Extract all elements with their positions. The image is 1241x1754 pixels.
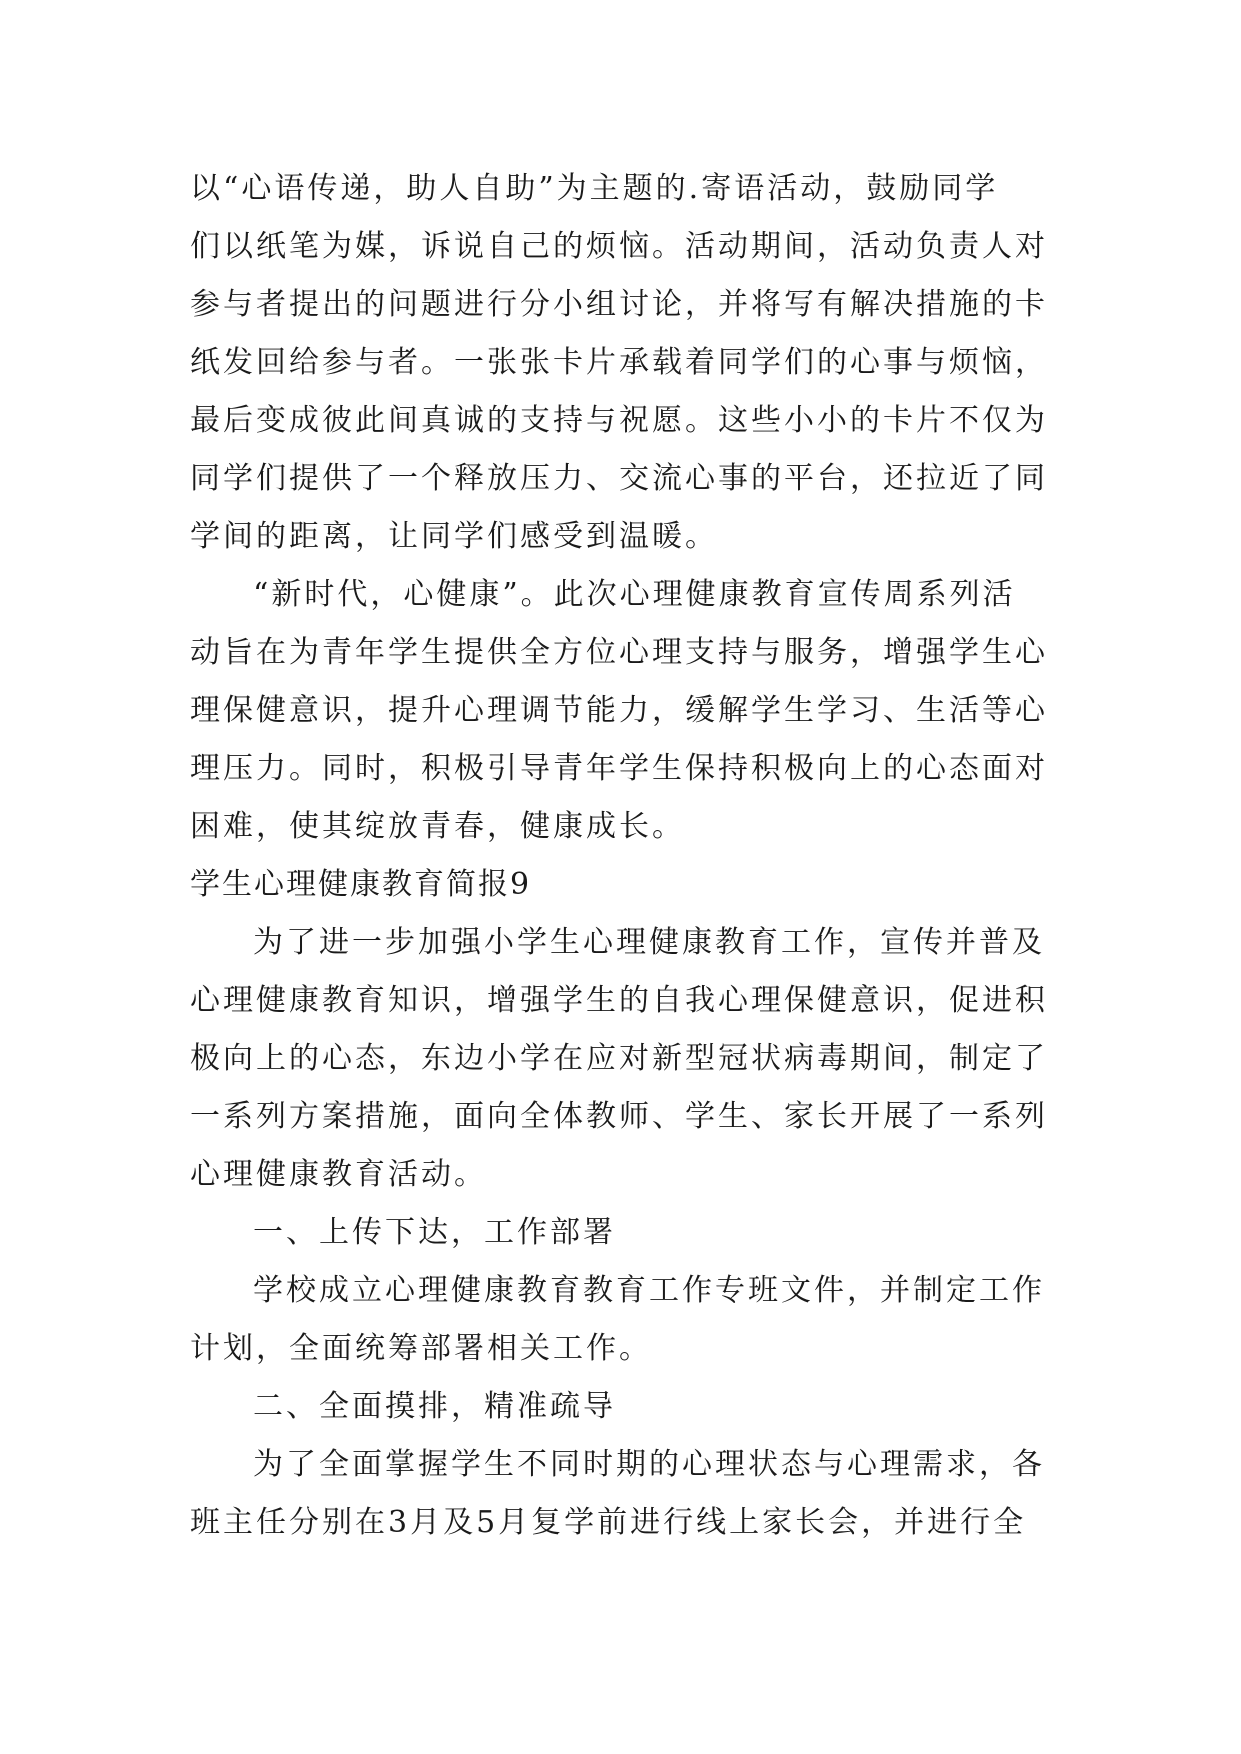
text-line: 困难，使其绽放青春，健康成长。 xyxy=(190,809,685,844)
text-line: 最后变成彼此间真诚的支持与祝愿。这些小小的卡片不仅为 xyxy=(190,403,1048,438)
paragraph xyxy=(190,1436,1060,1552)
text-line: 以“心语传递，助人自助”为主题的.寄语活动，鼓励同学 xyxy=(190,171,999,206)
text-line: 为了进一步加强小学生心理健康教育工作，宣传并普及 xyxy=(253,925,1045,960)
text-line: 极向上的心态，东边小学在应对新型冠状病毒期间，制定了 xyxy=(190,1041,1048,1076)
text-line: 纸发回给参与者。一张张卡片承载着同学们的心事与烦恼， xyxy=(190,345,1048,380)
text-line: 理保健意识，提升心理调节能力，缓解学生学习、生活等心 xyxy=(190,693,1048,728)
text-line: 参与者提出的问题进行分小组讨论，并将写有解决措施的卡 xyxy=(190,287,1048,322)
text-line: 理压力。同时，积极引导青年学生保持积极向上的心态面对 xyxy=(190,751,1048,786)
text-line: 计划，全面统筹部署相关工作。 xyxy=(190,1331,652,1366)
text-line: 一系列方案措施，面向全体教师、学生、家长开展了一系列 xyxy=(190,1099,1048,1134)
text-line: 班主任分别在3月及5月复学前进行线上家长会，并进行全 xyxy=(190,1505,1027,1540)
paragraph xyxy=(190,1262,1060,1378)
text-line: 为了全面掌握学生不同时期的心理状态与心理需求，各 xyxy=(253,1447,1045,1482)
text-line: 心理健康教育活动。 xyxy=(190,1157,487,1192)
paragraph xyxy=(190,566,1060,856)
text-line: 同学们提供了一个释放压力、交流心事的平台，还拉近了同 xyxy=(190,461,1048,496)
paragraph xyxy=(190,914,1060,1204)
subheading: 二、全面摸排，精准疏导 xyxy=(253,1389,616,1424)
text-line: 心理健康教育知识，增强学生的自我心理保健意识，促进积 xyxy=(190,983,1048,1018)
text-line: 学间的距离，让同学们感受到温暖。 xyxy=(190,519,718,554)
document-body xyxy=(190,160,1060,1552)
subheading: 一、上传下达，工作部署 xyxy=(253,1215,616,1250)
section-title: 学生心理健康教育简报9 xyxy=(190,867,532,902)
text-line: 动旨在为青年学生提供全方位心理支持与服务，增强学生心 xyxy=(190,635,1048,670)
text-line: “新时代，心健康”。此次心理健康教育宣传周系列活 xyxy=(253,577,1016,612)
paragraph xyxy=(190,160,1060,566)
text-line: 们以纸笔为媒，诉说自己的烦恼。活动期间，活动负责人对 xyxy=(190,229,1048,264)
text-line: 学校成立心理健康教育教育工作专班文件，并制定工作 xyxy=(253,1273,1045,1308)
